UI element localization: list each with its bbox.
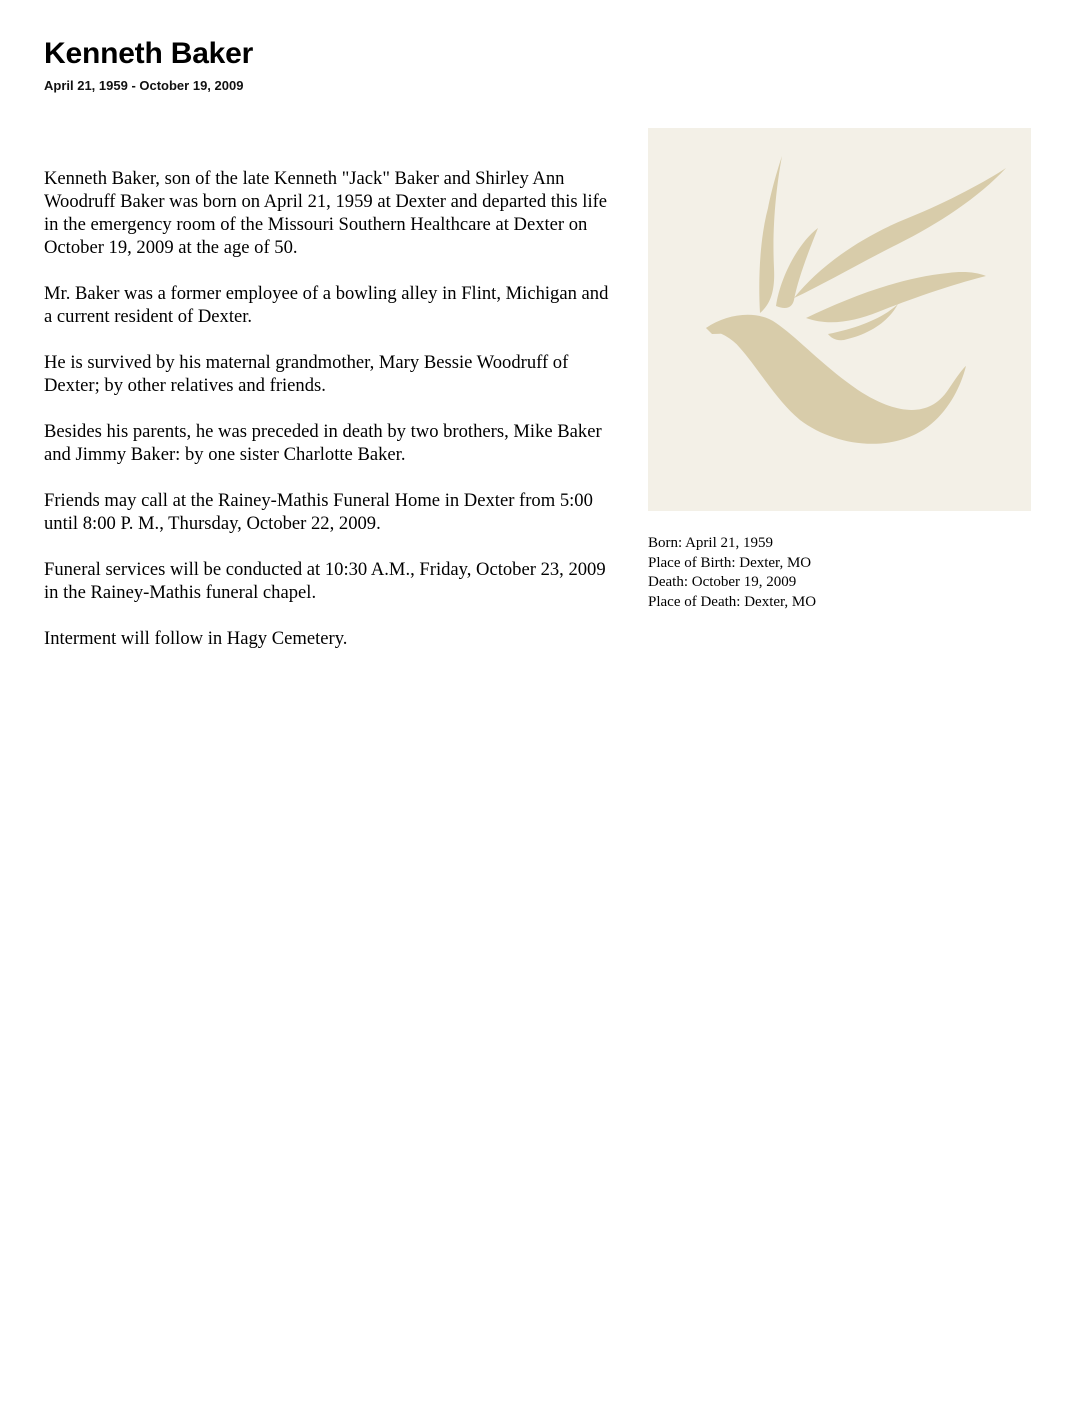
- fact-place-of-death: Place of Death: Dexter, MO: [648, 593, 817, 610]
- obituary-paragraph: He is survived by his maternal grandmother, Mary Bessie Woodruff of Dexter; by other relatives and friends.: [44, 352, 569, 396]
- memorial-photo: [648, 128, 1031, 511]
- page-title: Kenneth Baker: [44, 37, 254, 70]
- obituary-paragraph: Friends may call at the Rainey-Mathis Funeral Home in Dexter from 5:00 until 8:00 P. M., Thursday, October 22, 2009.: [44, 490, 593, 534]
- obituary-paragraph: Mr. Baker was a former employee of a bowling alley in Flint, Michigan and a current resident of Dexter.: [44, 283, 609, 327]
- obituary-paragraph: Interment will follow in Hagy Cemetery.: [44, 628, 348, 649]
- obituary-body: [44, 167, 609, 673]
- fact-born: Born: April 21, 1959: [648, 535, 774, 551]
- fact-death: Death: October 19, 2009: [648, 574, 797, 590]
- obituary-paragraph: Funeral services will be conducted at 10:30 A.M., Friday, October 23, 2009 in the Rainey-Mathis funeral chapel.: [44, 559, 606, 603]
- obituary-paragraph: Besides his parents, he was preceded in death by two brothers, Mike Baker and Jimmy Baker: by one sister Charlotte Baker.: [44, 421, 602, 465]
- life-dates: April 21, 1959 - October 19, 2009: [44, 78, 244, 93]
- fact-place-of-birth: Place of Birth: Dexter, MO: [648, 554, 812, 571]
- obituary-paragraph: Kenneth Baker, son of the late Kenneth "Jack" Baker and Shirley Ann Woodruff Baker was born on April 21, 1959 at Dexter and departed this life in the emergency room of the Missouri Southern Healthcare at Dexter on October 19, 2009 at the age of 50.: [44, 168, 608, 258]
- dove-icon: [648, 128, 1031, 511]
- vital-facts: [648, 534, 1031, 612]
- obituary-header: [44, 36, 644, 94]
